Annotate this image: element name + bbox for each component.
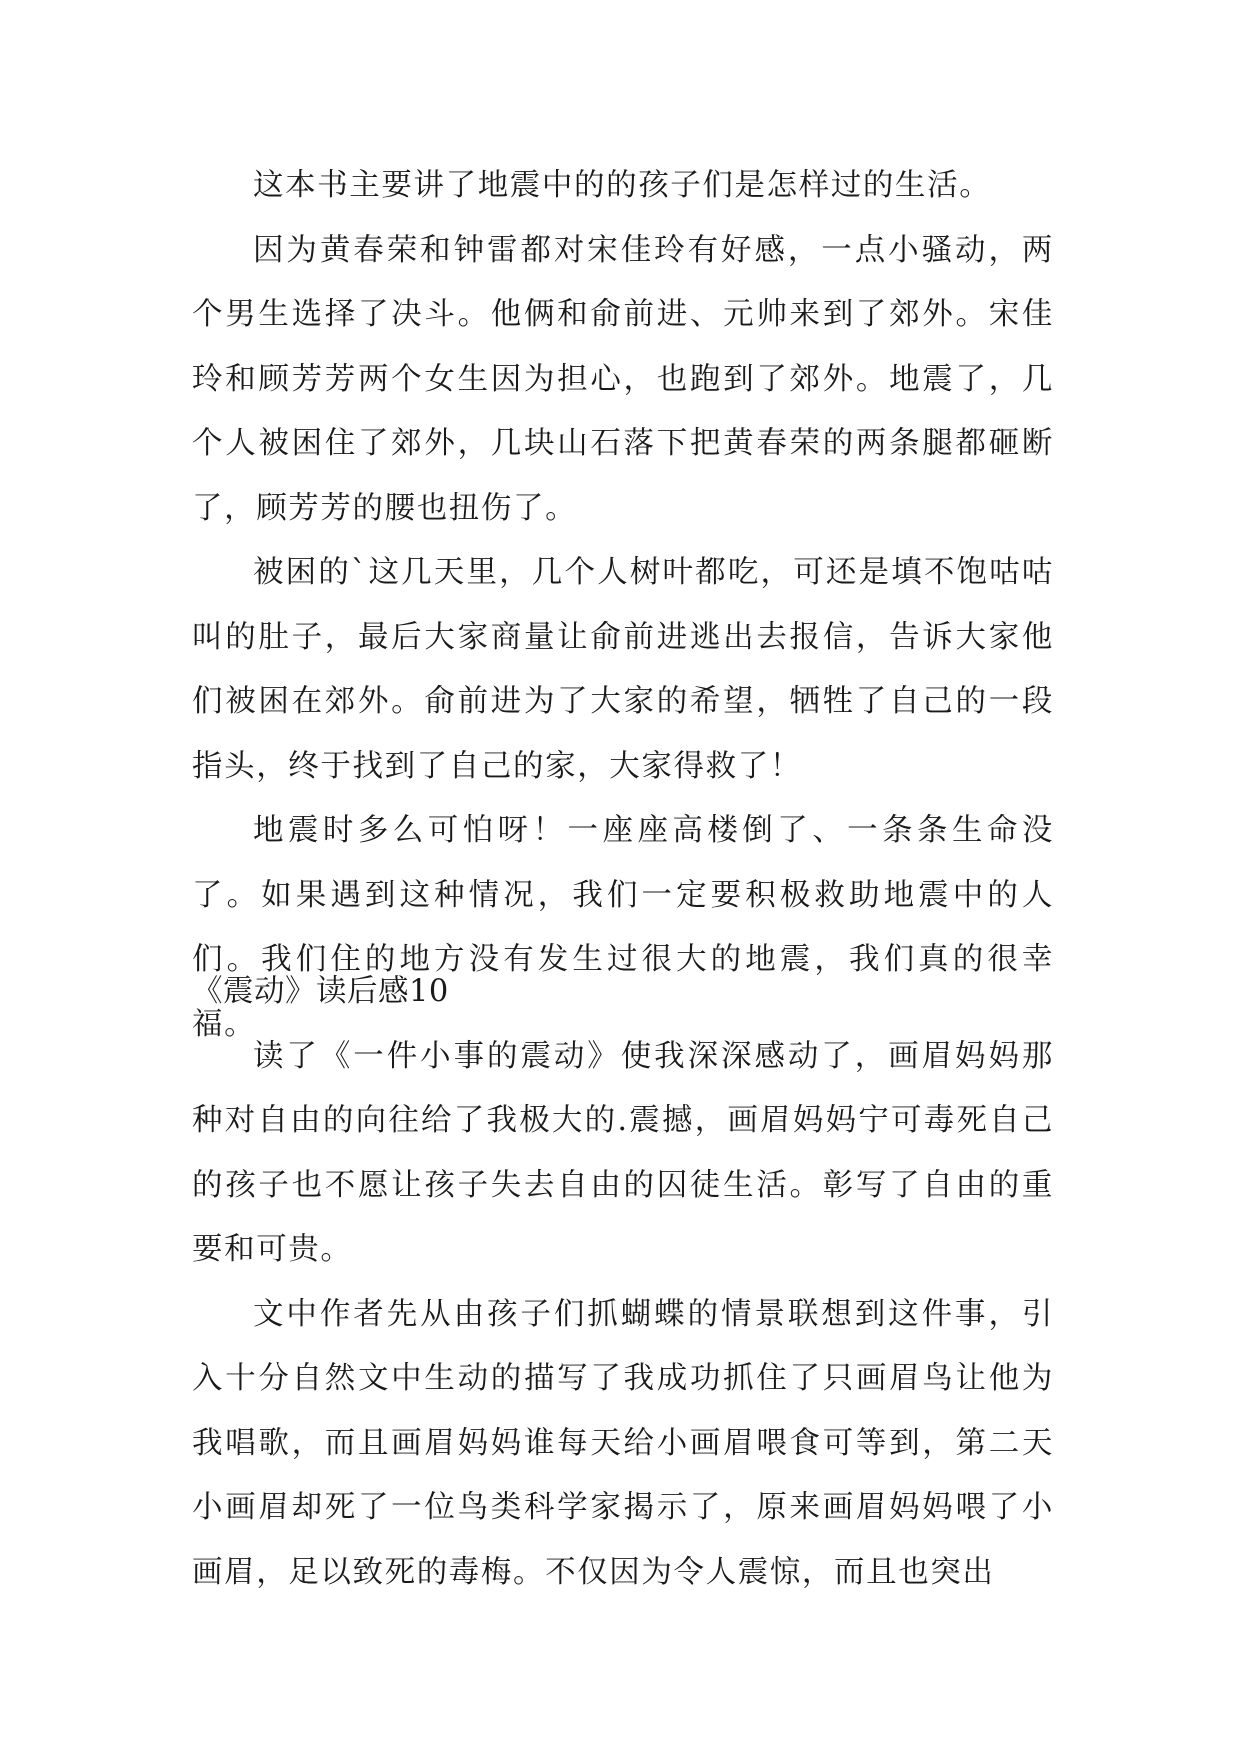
paragraph: 读了《一件小事的震动》使我深深感动了，画眉妈妈那种对自由的向往给了我极大的.震撼，画眉妈妈宁可毒死自己的孩子也不愿让孩子失去自由的囚徒生活。彰写了自由的重要和可贵。 (192, 1038, 1054, 1267)
essay-section-1 (192, 154, 1054, 1057)
paragraph: 地震时多么可怕呀！一座座高楼倒了、一条条生命没了。如果遇到这种情况，我们一定要积极救助地震中的人们。我们住的地方没有发生过很大的地震，我们真的很幸福。 (192, 813, 1054, 1042)
essay-section-2 (192, 960, 1054, 1605)
paragraph: 因为黄春荣和钟雷都对宋佳玲有好感，一点小骚动，两个男生选择了决斗。他俩和俞前进、元帅来到了郊外。宋佳玲和顾芳芳两个女生因为担心，也跑到了郊外。地震了，几个人被困住了郊外，几块山石落下把黄春荣的两条腿都砸断了，顾芳芳的腰也扭伤了。 (192, 232, 1054, 526)
paragraph: 被困的`这几天里，几个人树叶都吃，可还是填不饱咕咕叫的肚子，最后大家商量让俞前进逃出去报信，告诉大家他们被困在郊外。俞前进为了大家的希望，牺牲了自己的一段指头，终于找到了自己的家，大家得救了！ (192, 555, 1054, 784)
paragraph: 文中作者先从由孩子们抓蝴蝶的情景联想到这件事，引入十分自然文中生动的描写了我成功抓住了只画眉鸟让他为我唱歌，而且画眉妈妈谁每天给小画眉喂食可等到，第二天小画眉却死了一位鸟类科学家揭示了，原来画眉妈妈喂了小画眉，足以致死的毒梅。不仅因为令人震惊，而且也突出 (192, 1296, 1054, 1590)
paragraph: 这本书主要讲了地震中的的孩子们是怎样过的生活。 (253, 168, 992, 203)
essay-heading: 《震动》读后感10 (192, 974, 449, 1009)
